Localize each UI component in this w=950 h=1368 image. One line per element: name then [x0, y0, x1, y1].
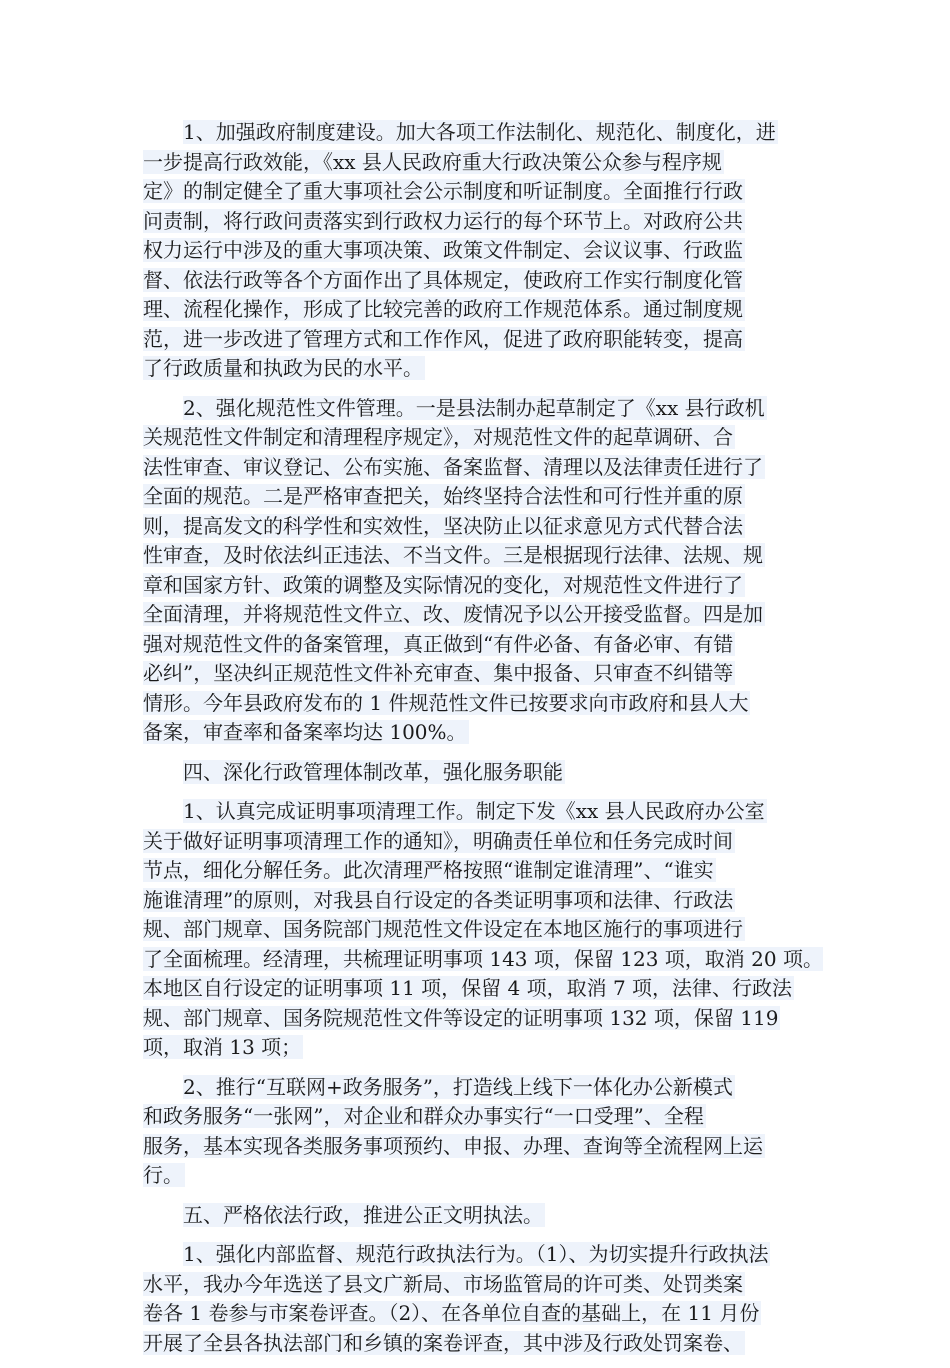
- text-line: 1、强化内部监督、规范行政执法行为。（1）、为切实提升行政执法: [183, 1242, 769, 1266]
- text-line: 必纠”，坚决纠正规范性文件补充审查、集中报备、只审查不纠错等: [143, 661, 734, 685]
- text-line: 卷各 1 卷参与市案卷评查。（2）、在各单位自查的基础上，在 11 月份: [143, 1301, 760, 1325]
- document-page: [143, 118, 823, 1368]
- text-line: 1、加强政府制度建设。加大各项工作法制化、规范化、制度化，进: [183, 120, 776, 144]
- paragraph-internal-supervision: [143, 1240, 823, 1358]
- paragraph-certificate-cleanup: [143, 797, 823, 1063]
- text-line: 水平，我办今年选送了县文广新局、市场监管局的许可类、处罚类案: [143, 1271, 743, 1296]
- text-line: 和政务服务“一张网”，对企业和群众办事实行“一口受理”、全程: [143, 1104, 704, 1128]
- text-line: 强对规范性文件的备案管理，真正做到“有件必备、有备必审、有错: [143, 631, 734, 656]
- text-line: 开展了全县各执法部门和乡镇的案卷评查，其中涉及行政处罚案卷、: [143, 1330, 743, 1355]
- text-line: 则，提高发文的科学性和实效性，坚决防止以征求意见方式代替合法: [143, 513, 743, 538]
- text-line: 一步提高行政效能，《xx 县人民政府重大行政决策公众参与程序规: [143, 149, 722, 174]
- text-line: 问责制，将行政问责落实到行政权力运行的每个环节上。对政府公共: [143, 208, 743, 233]
- section-heading-text: 五、严格依法行政，推进公正文明执法。: [183, 1202, 543, 1227]
- text-line: 权力运行中涉及的重大事项决策、政策文件制定、会议议事、行政监: [143, 238, 743, 262]
- text-line: 服务，基本实现各类服务事项预约、申报、办理、查询等全流程网上运: [143, 1133, 763, 1158]
- text-line: 全面清理，并将规范性文件立、改、废情况予以公开接受监督。四是加: [143, 602, 763, 626]
- section-heading-text: 四、深化行政管理体制改革，强化服务职能: [183, 759, 563, 784]
- text-line: 2、强化规范性文件管理。一是县法制办起草制定了《xx 县行政机: [183, 395, 765, 420]
- text-line: 范，进一步改进了管理方式和工作作风，促进了政府职能转变，提高: [143, 326, 743, 351]
- paragraph-internet-gov-service: [143, 1073, 823, 1191]
- text-line: 关规范性文件制定和清理程序规定》，对规范性文件的起草调研、合: [143, 425, 733, 449]
- text-line: 节点，细化分解任务。此次清理严格按照“谁制定谁清理”、“谁实: [143, 858, 714, 882]
- text-line: 情形。今年县政府发布的 1 件规范性文件已按要求向市政府和县人大: [143, 690, 749, 715]
- text-line: 全面的规范。二是严格审查把关，始终坚持合法性和可行性并重的原: [143, 484, 743, 508]
- text-line: 2、推行“互联网+政务服务”，打造线上线下一体化办公新模式: [183, 1074, 733, 1099]
- text-line: 督、依法行政等各个方面作出了具体规定，使政府工作实行制度化管: [143, 267, 743, 292]
- text-line: 规、部门规章、国务院规范性文件等设定的证明事项 132 项，保留 119: [143, 1005, 779, 1030]
- text-line: 理、流程化操作，形成了比较完善的政府工作规范体系。通过制度规: [143, 297, 743, 321]
- section-heading-4: [143, 758, 823, 788]
- text-line: 行。: [143, 1163, 183, 1187]
- text-line: 章和国家方针、政策的调整及实际情况的变化，对规范性文件进行了: [143, 572, 743, 597]
- paragraph-institution-building: [143, 118, 823, 384]
- section-heading-5: [143, 1201, 823, 1231]
- text-line: 项，取消 13 项；: [143, 1035, 302, 1059]
- text-line: 备案，审查率和备案率均达 100%。: [143, 720, 467, 744]
- paragraph-normative-documents: [143, 394, 823, 748]
- text-line: 施谁清理”的原则，对我县自行设定的各类证明事项和法律、行政法: [143, 887, 734, 912]
- text-line: 性审查，及时依法纠正违法、不当文件。三是根据现行法律、法规、规: [143, 543, 763, 567]
- text-line: 定》的制定健全了重大事项社会公示制度和听证制度。全面推行行政: [143, 179, 743, 203]
- text-line: 本地区自行设定的证明事项 11 项，保留 4 项，取消 7 项，法律、行政法: [143, 976, 793, 1000]
- text-line: 法性审查、审议登记、公布实施、备案监督、清理以及法律责任进行了: [143, 454, 763, 479]
- text-line: 1、认真完成证明事项清理工作。制定下发《xx 县人民政府办公室: [183, 799, 765, 823]
- text-line: 关于做好证明事项清理工作的通知》，明确责任单位和任务完成时间: [143, 828, 733, 853]
- text-line: 了行政质量和执政为民的水平。: [143, 356, 423, 380]
- text-line: 了全面梳理。经清理，共梳理证明事项 143 项，保留 123 项，取消 20 项。: [143, 946, 823, 971]
- text-line: 规、部门规章、国务院部门规范性文件设定在本地区施行的事项进行: [143, 917, 743, 941]
